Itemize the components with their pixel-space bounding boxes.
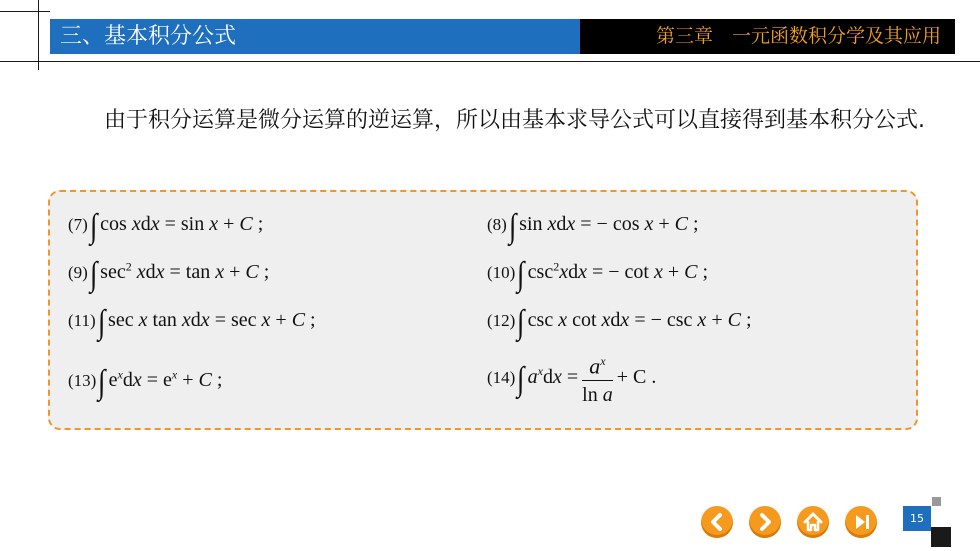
formula-13: (13)∫ $e^xdx = e^x + C$ ; xyxy=(68,364,223,401)
home-button[interactable] xyxy=(797,506,829,538)
decor-square-black xyxy=(931,527,951,547)
skip-end-icon xyxy=(845,506,877,538)
fraction: $\frac{a^x}{\text{ln a}}$ xyxy=(582,347,613,409)
formula-9: (9)∫ $\sec^2$ xdx = tan x + C ; xyxy=(68,256,270,293)
frame-line-bottom xyxy=(0,61,980,62)
formula-number: (14) xyxy=(487,367,516,387)
next-button[interactable] xyxy=(749,506,781,538)
integral-sign: ∫ xyxy=(89,256,98,293)
last-page-button[interactable] xyxy=(845,506,877,538)
page-number: 15 xyxy=(903,506,931,531)
decor-square-gray xyxy=(932,497,941,506)
formula-7: (7)∫ cos xdx = sin x + C ; xyxy=(68,208,264,245)
formula-number: (10) xyxy=(487,263,516,282)
frame-line-vertical xyxy=(38,0,39,70)
integral-sign: ∫ xyxy=(517,360,525,398)
integral-sign: ∫ xyxy=(517,304,525,341)
formula-number: (11) xyxy=(68,311,96,330)
prev-button[interactable] xyxy=(701,506,733,538)
formula-number: (13) xyxy=(68,371,97,390)
intro-paragraph: 由于积分运算是微分运算的逆运算，所以由基本求导公式可以直接得到基本积分公式. xyxy=(104,108,925,133)
formula-11: (11)∫ sec x tan xdx = sec x + C ; xyxy=(68,304,316,341)
chevron-right-icon xyxy=(749,506,781,538)
formula-10: (10)∫ $\csc^2xdx$ = − cot x + C ; xyxy=(487,256,709,293)
home-icon xyxy=(797,506,829,538)
formula-14: (14)∫ $a^xdx$ = $\frac{a^x}{\text{ln a}}$ + C . xyxy=(487,347,656,409)
chevron-left-icon xyxy=(701,506,733,538)
formula-12: (12)∫ csc x cot xdx = − csc x + C ; xyxy=(487,304,752,341)
formula-number: (12) xyxy=(487,311,516,330)
formula-8: (8)∫ sin xdx = − cos x + C ; xyxy=(487,208,699,245)
section-title: 三、基本积分公式 xyxy=(50,19,580,54)
formula-number: (8) xyxy=(487,215,507,234)
frame-line-top xyxy=(0,11,50,12)
formula-number: (7) xyxy=(68,215,88,234)
integral-sign: ∫ xyxy=(517,256,525,293)
chapter-title: 第三章 一元函数积分学及其应用 xyxy=(580,19,955,54)
integral-sign: ∫ xyxy=(97,304,106,341)
integral-sign: ∫ xyxy=(89,208,98,245)
formula-number: (9) xyxy=(68,263,88,282)
integral-sign: ∫ xyxy=(508,208,517,245)
integral-sign: ∫ xyxy=(98,364,106,401)
formula-tail: + C . xyxy=(616,365,657,388)
